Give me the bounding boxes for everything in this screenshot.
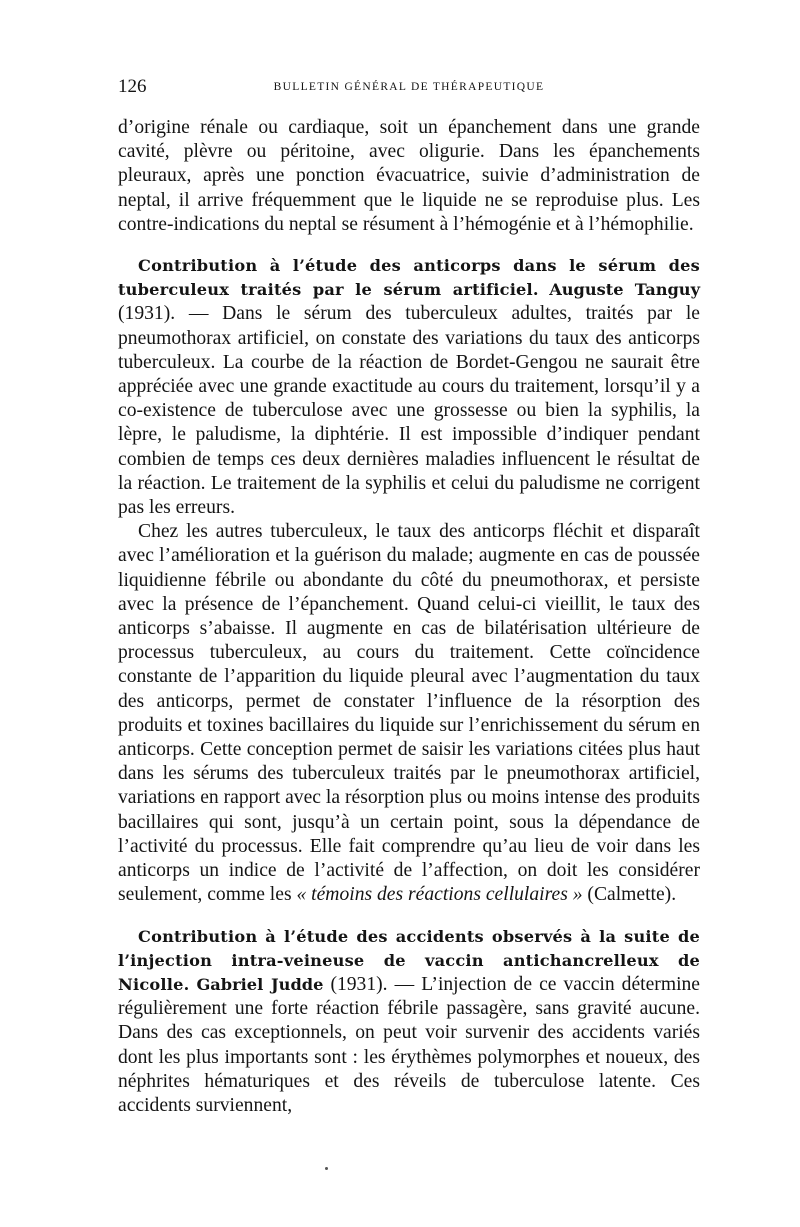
document-page [118, 72, 700, 1118]
article-body: Chez les autres tuberculeux, le taux des anticorps fléchit et disparaît avec l’amélioration et la guérison du malade; augmente en cas de poussée liquidienne fébrile ou abondante du côté du pneumothorax, et persiste avec la présence de l’épanchement. Quand celui-ci vieillit, le taux des anticorps s’abaisse. Il augmente en cas de bilatérisation ultérieure de processus tuberculeux, au cours du traitement. Cette coïncidence constante de l’apparition du liquide pleural avec l’augmentation du taux des anticorps, permet de constater l’influence de la résorption des produits et toxines bacillaires du liquide sur l’enrichissement du sérum en anticorps. Cette conception permet de saisir les variations citées plus haut dans les sérums des tuberculeux traités par le pneumothorax artificiel, variations en rapport avec la résorption plus ou moins intense des produits bacillaires qui sont, jusqu’à un certain point, sous la dépendance de l’activité du processus. Elle fait comprendre qu’au lieu de voir dans les anticorps un indice de l’activité de l’affection, on doit les considérer seulement, comme les [118, 521, 700, 906]
article-title: Contribution à l’étude des accidents observés à la suite de l’injection intra-veineuse de vaccin antichancrelleux de Nicolle. [118, 926, 700, 994]
article-body-end: (Calmette). [582, 884, 677, 906]
article-anticorps [118, 254, 700, 907]
page-number: 126 [118, 76, 147, 97]
print-speck [325, 1167, 328, 1170]
article-year: (1931). [118, 303, 176, 325]
article-quote: « témoins des réactions cellulaires » [296, 884, 583, 906]
article-title: Contribution à l’étude des anticorps dans le sérum des tuberculeux traités par le sérum artificiel. [118, 256, 700, 300]
article-author: Gabriel Judde [196, 974, 324, 994]
article-body: — L’injection de ce vaccin détermine régulièrement une forte réaction fébrile passagère, sans gravité aucune. Dans des cas exceptionnels, on peut voir survenir des accidents variés dont les plus importants sont : les érythèmes polymorphes et noueux, des néphrites hématuriques et des réveils de tuberculose latente. Ces accidents surviennent, [118, 973, 701, 1116]
body-text [118, 116, 700, 1118]
article-paragraph [118, 254, 700, 520]
article-paragraph [118, 925, 700, 1119]
article-paragraph [118, 520, 700, 907]
article-accidents [118, 925, 700, 1119]
page-header [118, 72, 700, 102]
article-body: — Dans le sérum des tuberculeux adultes, traités par le pneumothorax artificiel, on constate des variations du taux des anticorps tuberculeux. La courbe de la réaction de Bordet-Gengou ne saurait être appréciée avec une grande exactitude au cours du traitement, lorsqu’il y a co-existence de tuberculose avec une grossesse ou bien la syphilis, la lèpre, le paludisme, la diphtérie. Il est impossible d’indiquer pendant combien de temps ces deux dernières maladies influencent le résultat de la réaction. Le traitement de la syphilis et celui du paludisme ne corrigent pas les erreurs. [118, 303, 700, 519]
article-year: (1931). [330, 973, 388, 995]
running-title: BULLETIN GÉNÉRAL DE THÉRAPEUTIQUE [273, 81, 545, 93]
article-author: Auguste Tanguy [549, 280, 700, 300]
intro-paragraph: d’origine rénale ou cardiaque, soit un épanchement dans une grande cavité, plèvre ou péritoine, avec oligurie. Dans les épanchements pleuraux, après une ponction évacuatrice, suivie d’administration de neptal, il arrive fréquemment que le liquide ne se reproduise plus. Les contre-indications du neptal se résument à l’hémogénie et à l’hémophilie. [118, 117, 700, 235]
